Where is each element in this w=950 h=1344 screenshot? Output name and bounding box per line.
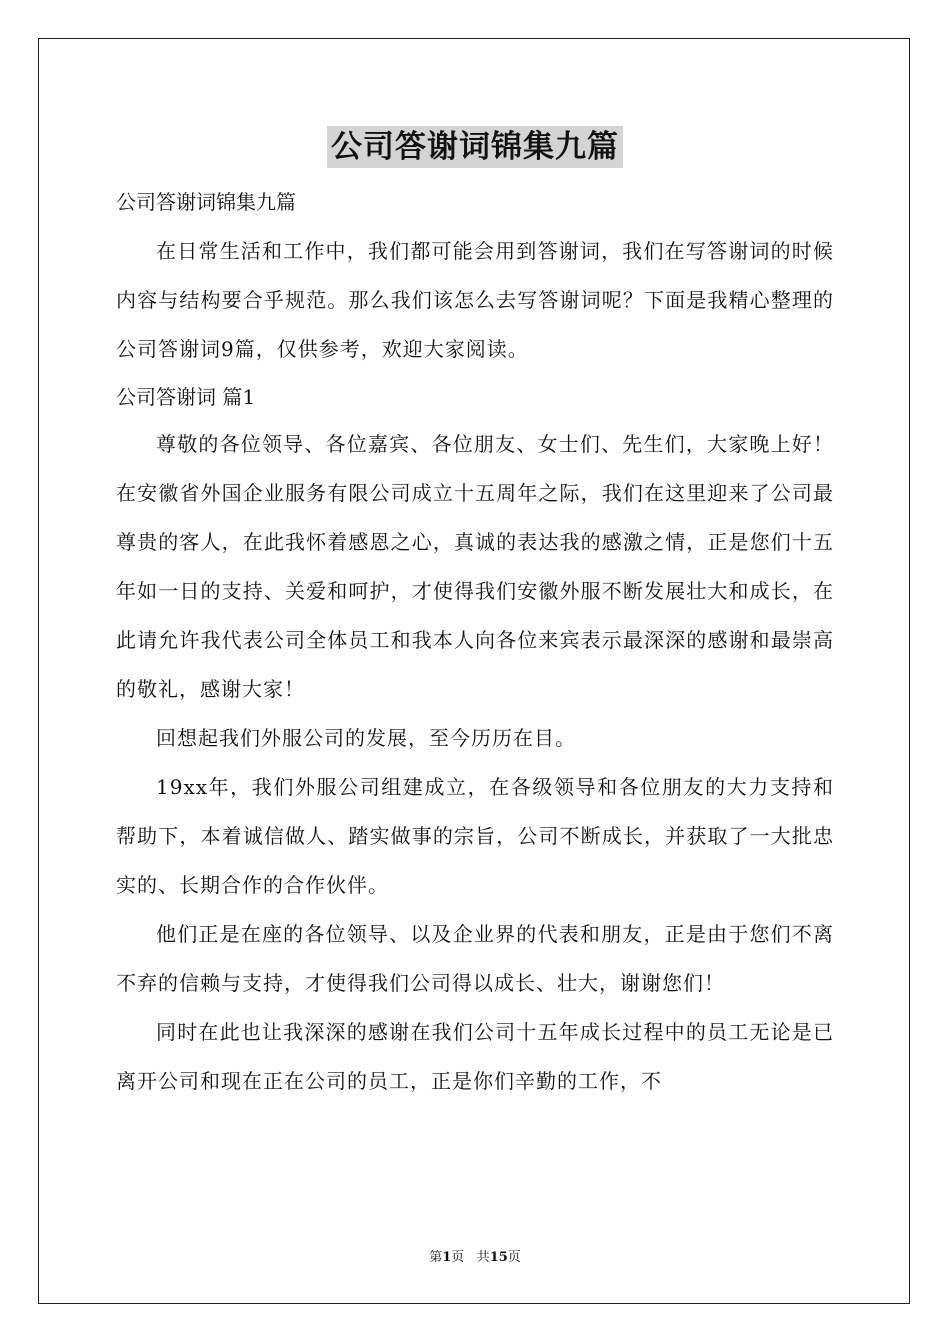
page-prefix: 第 [429,1250,443,1265]
paragraph: 尊敬的各位领导、各位嘉宾、各位朋友、女士们、先生们，大家晚上好！在安徽省外国企业服务有限公司成立十五周年之际，我们在这里迎来了公司最尊贵的客人，在此我怀着感恩之心，真诚的表达我的感激之情，正是您们十五年如一日的支持、关爱和呵护，才使得我们安徽外服不断发展壮大和成长，在此请允许我代表公司全体员工和我本人向各位来宾表示最深深的感谢和最崇高的敬礼，感谢大家！ [116,432,834,701]
total-pages: 15 [489,1250,508,1265]
title-container [0,126,950,168]
section-heading: 公司答谢词 篇1 [116,385,256,409]
page-suffix: 页 [451,1250,465,1265]
document-title: 公司答谢词锦集九篇 [327,126,623,168]
intro-paragraph: 在日常生活和工作中，我们都可能会用到答谢词，我们在写答谢词的时候内容与结构要合乎规范。那么我们该怎么去写答谢词呢？下面是我精心整理的公司答谢词9篇，仅供参考，欢迎大家阅读。 [116,239,834,361]
paragraph: 他们正是在座的各位领导、以及企业界的代表和朋友，正是由于您们不离不弃的信赖与支持，才使得我们公司得以成长、壮大，谢谢您们！ [116,922,834,995]
paragraph: 同时在此也让我深深的感谢在我们公司十五年成长过程中的员工无论是已离开公司和现在正在公司的员工，正是你们辛勤的工作，不 [116,1020,834,1093]
document-subtitle: 公司答谢词锦集九篇 [116,190,296,214]
page-number: 1 [442,1250,452,1265]
document-body [116,178,834,1106]
paragraph: 回想起我们外服公司的发展，至今历历在目。 [156,726,576,750]
total-prefix: 共 [476,1250,490,1265]
total-suffix: 页 [507,1250,521,1265]
paragraph: 19xx年，我们外服公司组建成立，在各级领导和各位朋友的大力支持和帮助下，本着诚信做人、踏实做事的宗旨，公司不断成长，并获取了一大批忠实的、长期合作的合作伙伴。 [116,775,834,897]
page-footer [0,1246,950,1265]
